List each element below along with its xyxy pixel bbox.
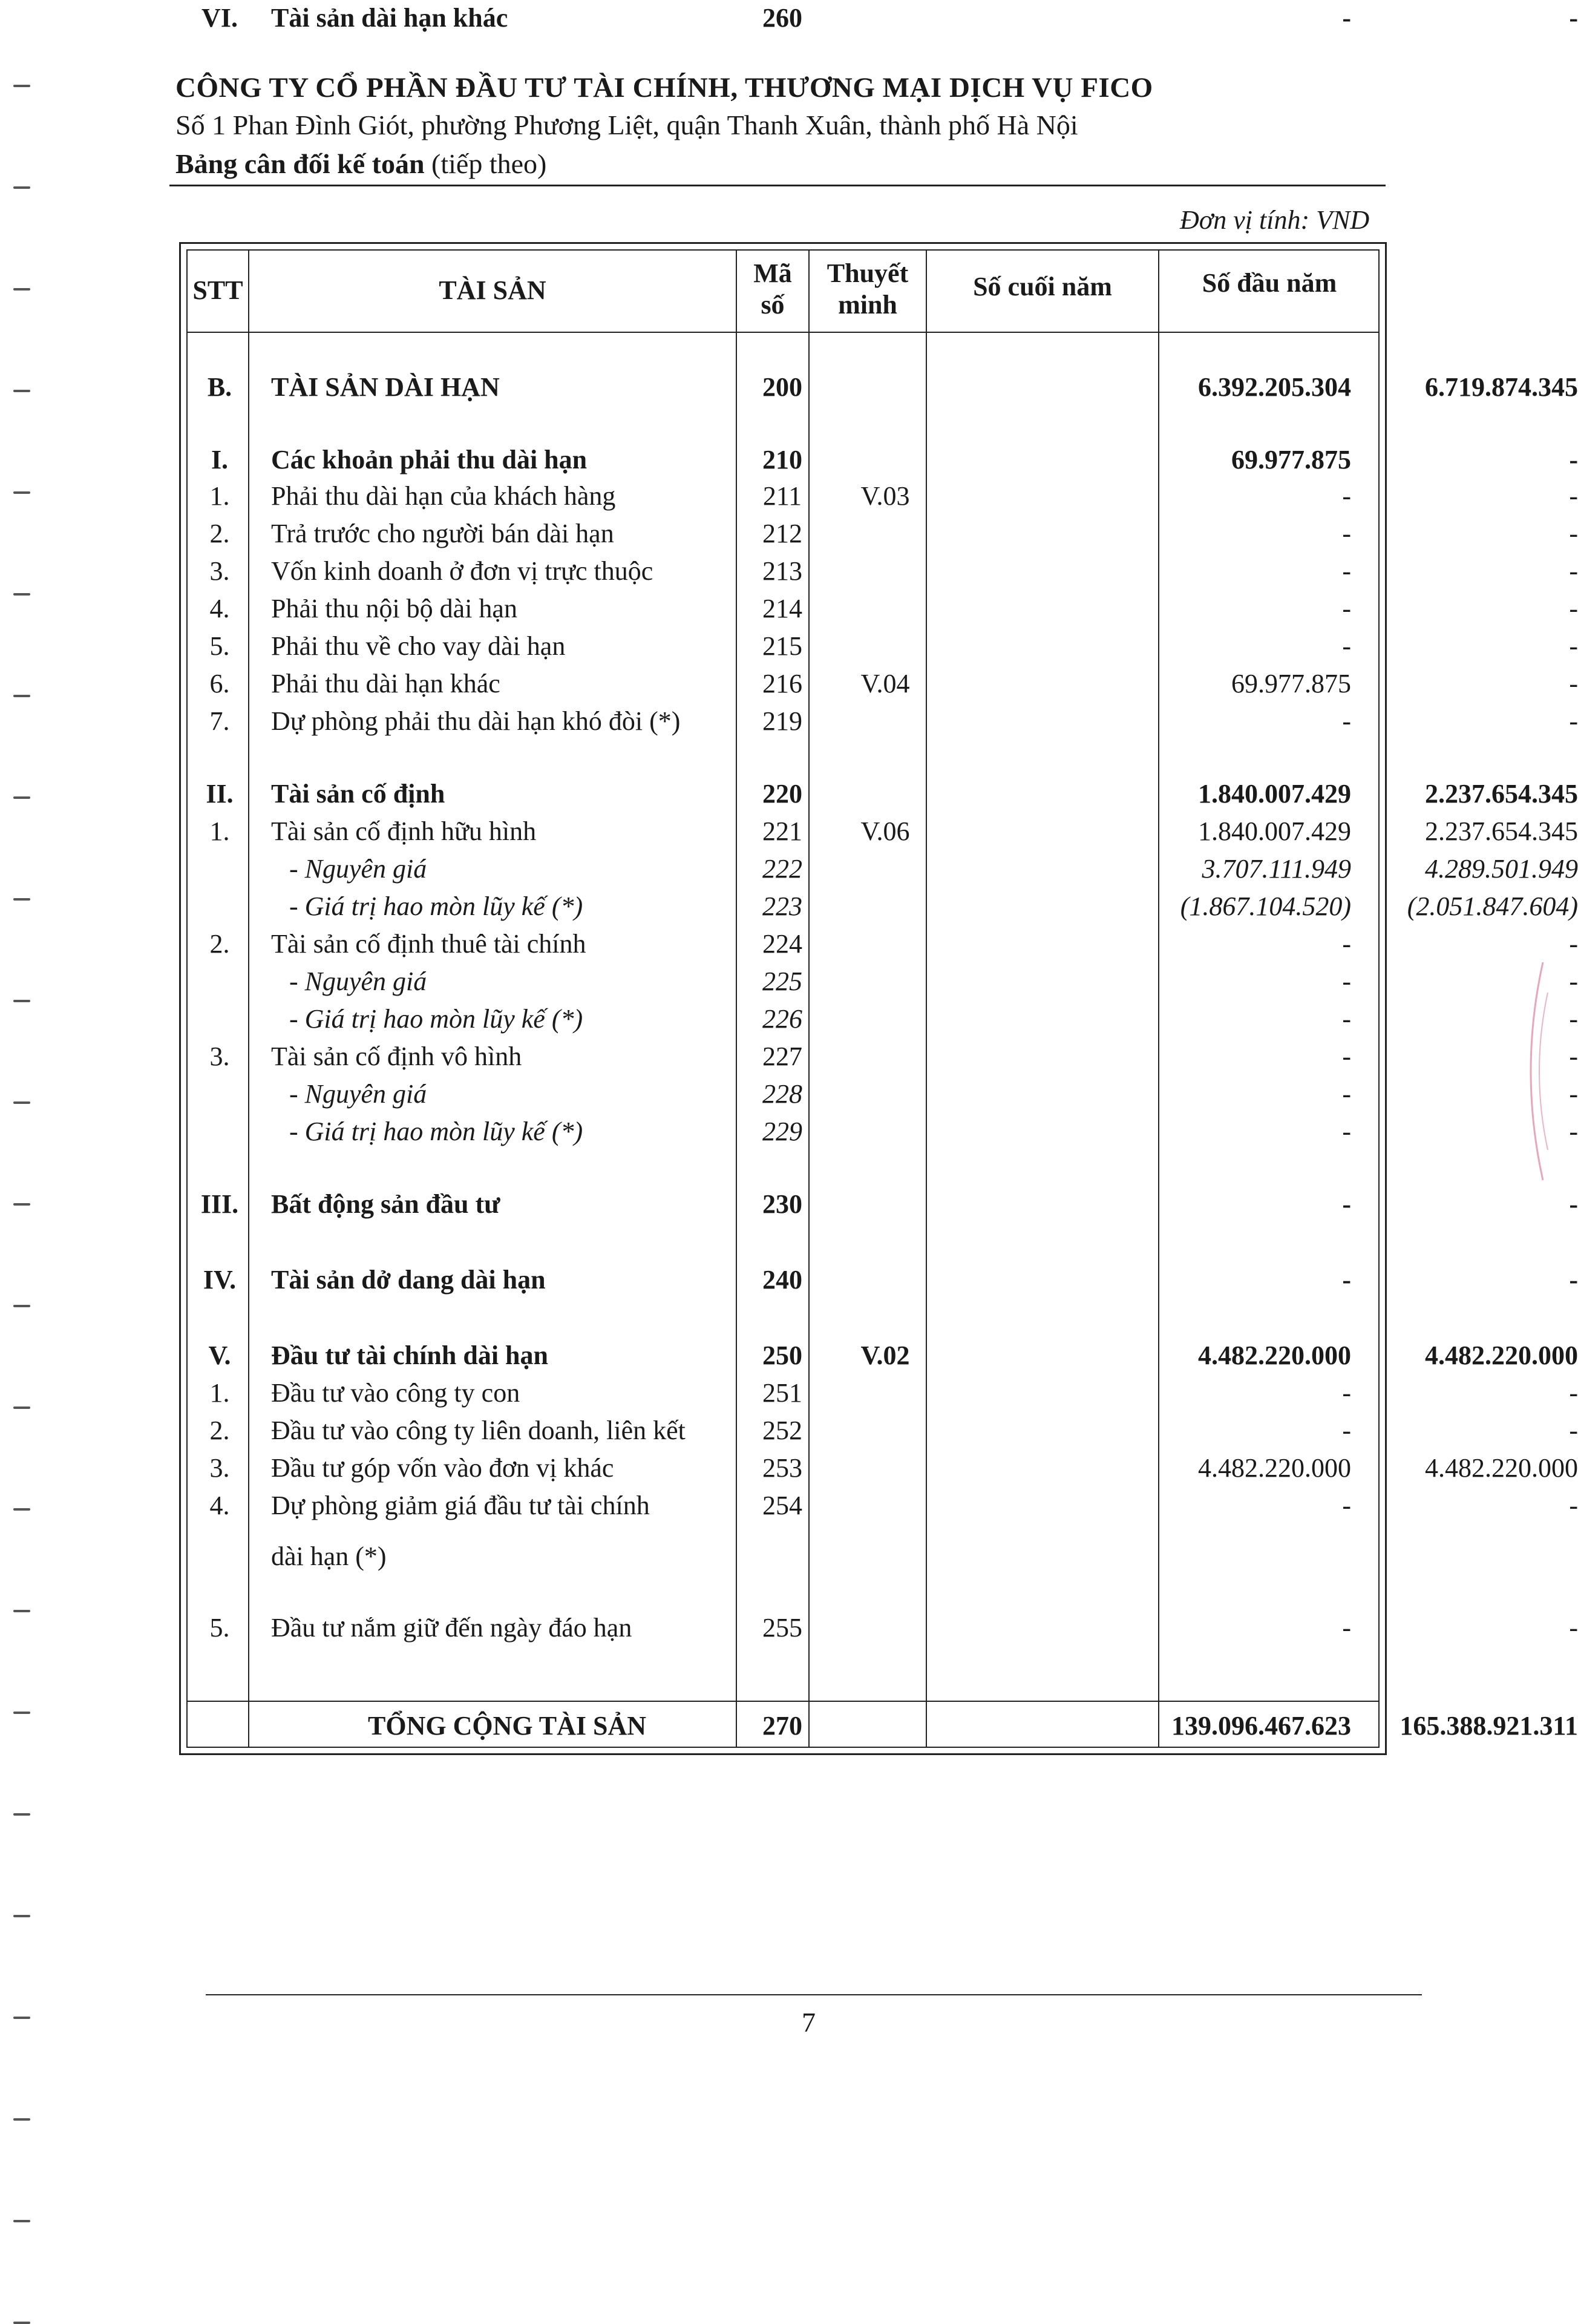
row-asset-name: Dự phòng phải thu dài hạn khó đòi (*)	[271, 706, 681, 736]
row-begin-value: 2.237.654.345	[1425, 816, 1578, 846]
currency-unit: Đơn vị tính: VND	[1180, 205, 1370, 235]
company-address: Số 1 Phan Đình Giót, phường Phương Liệt, quận Thanh Xuân, thành phố Hà Nội	[175, 110, 1078, 140]
row-code: 211	[762, 481, 802, 511]
binding-hole	[13, 1610, 30, 1612]
row-asset-name: Đầu tư tài chính dài hạn	[271, 1341, 548, 1370]
table-row	[186, 628, 1578, 665]
row-end-value: 4.482.220.000	[1198, 1341, 1351, 1370]
row-asset-name: Đầu tư vào công ty liên doanh, liên kết	[271, 1416, 686, 1445]
row-stt: 6.	[209, 669, 230, 698]
row-code: 240	[762, 1265, 802, 1295]
row-code: 224	[762, 929, 802, 959]
table-row	[186, 1488, 1578, 1524]
table-row	[186, 516, 1578, 552]
col-header-code	[737, 258, 808, 321]
binding-hole	[13, 491, 30, 494]
page-number: 7	[802, 2007, 816, 2038]
row-begin-value: (2.051.847.604)	[1407, 891, 1578, 921]
row-stt: 5.	[209, 631, 230, 661]
binding-hole	[13, 898, 30, 901]
row-begin-value: -	[1569, 1378, 1578, 1408]
row-end-value: -	[1342, 1416, 1351, 1445]
row-stt: 5.	[209, 1613, 230, 1643]
table-row	[186, 1186, 1578, 1223]
table-row	[186, 1076, 1578, 1112]
table-row	[186, 963, 1578, 1000]
row-asset-name: Tài sản dài hạn khác	[271, 3, 508, 33]
row-code: 222	[762, 854, 802, 884]
row-note: V.04	[860, 669, 910, 698]
table-row	[186, 703, 1578, 740]
row-begin-value: -	[1569, 631, 1578, 661]
document-subtitle	[175, 148, 546, 180]
row-asset-name: - Giá trị hao mòn lũy kế (*)	[289, 1117, 583, 1146]
col-header-note-line1: Thuyết	[827, 258, 909, 288]
row-end-value: -	[1342, 3, 1351, 33]
row-end-value: 1.840.007.429	[1198, 779, 1351, 809]
row-asset-name: Tài sản cố định hữu hình	[271, 816, 537, 846]
row-end-value: 69.977.875	[1231, 445, 1351, 474]
total-code: 270	[762, 1711, 802, 1741]
col-header-code-line2: số	[761, 290, 785, 320]
row-code: 229	[762, 1117, 802, 1146]
row-begin-value: 4.482.220.000	[1425, 1341, 1578, 1370]
binding-hole	[13, 2017, 30, 2019]
row-end-value: -	[1342, 1189, 1351, 1219]
row-stt: 7.	[209, 706, 230, 736]
row-stt: 3.	[209, 1453, 230, 1483]
row-code: 254	[762, 1491, 802, 1520]
table-row	[186, 813, 1578, 850]
table-row	[186, 1039, 1578, 1075]
row-end-value: -	[1342, 1079, 1351, 1109]
row-begin-value: -	[1569, 929, 1578, 959]
row-asset-name: Trả trước cho người bán dài hạn	[271, 519, 614, 548]
row-end-value: -	[1342, 519, 1351, 548]
row-end-value: -	[1342, 594, 1351, 623]
row-stt: 2.	[209, 929, 230, 959]
row-asset-name: Dự phòng giảm giá đầu tư tài chính	[271, 1491, 650, 1520]
company-name: CÔNG TY CỔ PHẦN ĐẦU TƯ TÀI CHÍNH, THƯƠNG MẠI DỊCH VỤ FICO	[175, 72, 1153, 103]
row-asset-name: Tài sản cố định thuê tài chính	[271, 929, 586, 959]
row-code: 260	[762, 3, 802, 33]
table-row	[186, 666, 1578, 702]
row-stt: IV.	[203, 1265, 237, 1295]
row-begin-value: -	[1569, 669, 1578, 698]
row-stt: 2.	[209, 519, 230, 548]
row-stt: 1.	[209, 481, 230, 511]
row-end-value: -	[1342, 1117, 1351, 1146]
row-asset-name: Phải thu nội bộ dài hạn	[271, 594, 517, 623]
total-end-value: 139.096.467.623	[1171, 1711, 1351, 1741]
table-row	[186, 1001, 1578, 1037]
binding-hole	[13, 288, 30, 290]
binding-hole	[13, 1407, 30, 1409]
binding-hole	[13, 796, 30, 799]
table-row	[186, 1338, 1578, 1374]
subtitle-title: Bảng cân đối kế toán	[175, 148, 425, 179]
row-begin-value: -	[1569, 481, 1578, 511]
row-code: 253	[762, 1453, 802, 1483]
table-row	[186, 1262, 1578, 1298]
binding-hole	[13, 2220, 30, 2222]
row-stt: VI.	[201, 3, 238, 33]
row-end-value: -	[1342, 1491, 1351, 1520]
header-divider	[169, 185, 1386, 186]
row-begin-value: -	[1569, 445, 1578, 474]
row-begin-value: 6.719.874.345	[1425, 372, 1578, 402]
row-asset-name: - Nguyên giá	[289, 967, 427, 996]
binding-hole	[13, 1712, 30, 1714]
binding-hole	[13, 2118, 30, 2121]
col-header-stt: STT	[192, 275, 243, 305]
row-begin-value: 4.289.501.949	[1425, 854, 1578, 884]
row-asset-name: - Giá trị hao mòn lũy kế (*)	[289, 891, 583, 921]
row-code: 221	[762, 816, 802, 846]
row-code: 252	[762, 1416, 802, 1445]
row-end-value: 69.977.875	[1231, 669, 1351, 698]
table-row	[186, 1375, 1578, 1411]
row-asset-name: Tài sản cố định	[271, 779, 445, 809]
table-row	[186, 553, 1578, 589]
binding-hole	[13, 1508, 30, 1511]
binding-hole	[13, 1000, 30, 1002]
row-asset-name: Tài sản dở dang dài hạn	[271, 1265, 546, 1295]
row-end-value: -	[1342, 1004, 1351, 1034]
stamp-fragment	[1513, 956, 1549, 1186]
row-begin-value: -	[1569, 1491, 1578, 1520]
row-end-value: -	[1342, 967, 1351, 996]
binding-hole	[13, 1203, 30, 1206]
row-stt: 4.	[209, 1491, 230, 1520]
row-asset-name: Các khoản phải thu dài hạn	[271, 445, 588, 474]
header-row-divider	[186, 332, 1380, 333]
row-code: 219	[762, 706, 802, 736]
total-begin-value: 165.388.921.311	[1400, 1711, 1578, 1741]
row-asset-name: Bất động sản đầu tư	[271, 1189, 500, 1219]
table-row	[186, 1114, 1578, 1150]
row-asset-name: - Nguyên giá	[289, 1079, 427, 1109]
col-header-code-line1: Mã	[753, 258, 792, 288]
row-begin-value: -	[1569, 1004, 1578, 1034]
row-code: 214	[762, 594, 802, 623]
row-begin-value: -	[1569, 556, 1578, 586]
col-header-asset: TÀI SẢN	[439, 275, 546, 305]
row-end-value: -	[1342, 631, 1351, 661]
row-begin-value: -	[1569, 1265, 1578, 1295]
row-end-value: -	[1342, 556, 1351, 586]
row-asset-name: Đầu tư vào công ty con	[271, 1378, 520, 1408]
row-stt: 2.	[209, 1416, 230, 1445]
row-code: 226	[762, 1004, 802, 1034]
row-code: 200	[762, 372, 802, 402]
binding-hole	[13, 390, 30, 392]
row-end-value: 6.392.205.304	[1198, 372, 1351, 402]
row-end-value: (1.867.104.520)	[1180, 891, 1351, 921]
binding-hole	[13, 593, 30, 596]
table-row	[186, 591, 1578, 627]
row-end-value: -	[1342, 929, 1351, 959]
total-row	[186, 1708, 1578, 1744]
row-begin-value: -	[1569, 967, 1578, 996]
row-code: 210	[762, 445, 802, 474]
table-row	[186, 851, 1578, 887]
row-asset-name: Vốn kinh doanh ở đơn vị trực thuộc	[271, 556, 653, 586]
row-note: V.06	[860, 816, 910, 846]
subtitle-suffix: (tiếp theo)	[424, 148, 547, 179]
binding-hole	[13, 1101, 30, 1104]
binding-hole	[13, 1915, 30, 1917]
table-row	[186, 0, 1578, 36]
row-note: V.02	[860, 1341, 910, 1370]
col-header-note	[810, 258, 926, 321]
total-row-divider	[186, 1701, 1380, 1702]
binding-hole	[13, 1813, 30, 1816]
row-code: 216	[762, 669, 802, 698]
binding-hole	[13, 2322, 30, 2324]
row-note: V.03	[860, 481, 910, 511]
row-asset-name: Phải thu dài hạn khác	[271, 669, 500, 698]
table-row	[186, 1450, 1578, 1486]
table-row	[186, 442, 1578, 478]
row-code: 225	[762, 967, 802, 996]
table-row	[186, 1413, 1578, 1449]
col-header-note-line2: minh	[838, 290, 897, 320]
table-row	[186, 888, 1578, 925]
row-end-value: -	[1342, 1265, 1351, 1295]
row-stt: III.	[200, 1189, 239, 1219]
row-code: 250	[762, 1341, 802, 1370]
row-asset-name: Phải thu về cho vay dài hạn	[271, 631, 566, 661]
row-code: 212	[762, 519, 802, 548]
row-code: 215	[762, 631, 802, 661]
row-begin-value: -	[1569, 3, 1578, 33]
row-stt: 3.	[209, 1042, 230, 1071]
row-asset-name: Tài sản cố định vô hình	[271, 1042, 522, 1071]
footer-divider	[206, 1994, 1422, 1995]
row-begin-value: -	[1569, 1079, 1578, 1109]
row-stt: I.	[211, 445, 229, 474]
row-stt: 4.	[209, 594, 230, 623]
row-stt: II.	[206, 779, 234, 809]
row-asset-name: Phải thu dài hạn của khách hàng	[271, 481, 616, 511]
row-end-value: -	[1342, 1042, 1351, 1071]
row-begin-value: -	[1569, 594, 1578, 623]
row-code: 220	[762, 779, 802, 809]
row-begin-value: -	[1569, 1189, 1578, 1219]
row-asset-name: Đầu tư nắm giữ đến ngày đáo hạn	[271, 1613, 632, 1643]
binding-hole	[13, 1305, 30, 1307]
row-begin-value: -	[1569, 1042, 1578, 1071]
row-begin-value: 2.237.654.345	[1425, 779, 1578, 809]
row-stt: V.	[208, 1341, 231, 1370]
table-row	[186, 1610, 1578, 1646]
col-header-end-of-year: Số cuối năm	[973, 272, 1112, 301]
table-row	[186, 369, 1578, 405]
row-begin-value: 4.482.220.000	[1425, 1453, 1578, 1483]
row-stt: 1.	[209, 816, 230, 846]
row-code: 255	[762, 1613, 802, 1643]
row-stt: B.	[207, 372, 232, 402]
row-code: 251	[762, 1378, 802, 1408]
row-stt: 3.	[209, 556, 230, 586]
row-asset-name: - Nguyên giá	[289, 854, 427, 884]
col-header-begin-of-year: Số đầu năm	[1202, 268, 1337, 298]
row-end-value: -	[1342, 481, 1351, 511]
row-asset-name: TÀI SẢN DÀI HẠN	[271, 372, 500, 402]
binding-hole	[13, 85, 30, 87]
row-asset-name: - Giá trị hao mòn lũy kế (*)	[289, 1004, 583, 1034]
table-row	[186, 478, 1578, 514]
row-code: 223	[762, 891, 802, 921]
binding-hole	[13, 695, 30, 697]
binding-hole	[13, 186, 30, 189]
row-begin-value: -	[1569, 1117, 1578, 1146]
row-begin-value: -	[1569, 1416, 1578, 1445]
row-code: 230	[762, 1189, 802, 1219]
row-end-value: 3.707.111.949	[1202, 854, 1351, 884]
row-end-value: -	[1342, 1613, 1351, 1643]
total-label: TỔNG CỘNG TÀI SẢN	[368, 1711, 647, 1741]
row-code: 228	[762, 1079, 802, 1109]
row-asset-name: Đầu tư góp vốn vào đơn vị khác	[271, 1453, 614, 1483]
row-begin-value: -	[1569, 706, 1578, 736]
row-end-value: 1.840.007.429	[1198, 816, 1351, 846]
row-end-value: 4.482.220.000	[1198, 1453, 1351, 1483]
row-end-value: -	[1342, 706, 1351, 736]
table-row	[186, 776, 1578, 812]
row-code: 227	[762, 1042, 802, 1071]
row-asset-name: dài hạn (*)	[271, 1541, 387, 1571]
row-code: 213	[762, 556, 802, 586]
row-stt: 1.	[209, 1378, 230, 1408]
table-row	[186, 926, 1578, 962]
row-begin-value: -	[1569, 1613, 1578, 1643]
table-row	[186, 1538, 1380, 1575]
row-end-value: -	[1342, 1378, 1351, 1408]
row-begin-value: -	[1569, 519, 1578, 548]
